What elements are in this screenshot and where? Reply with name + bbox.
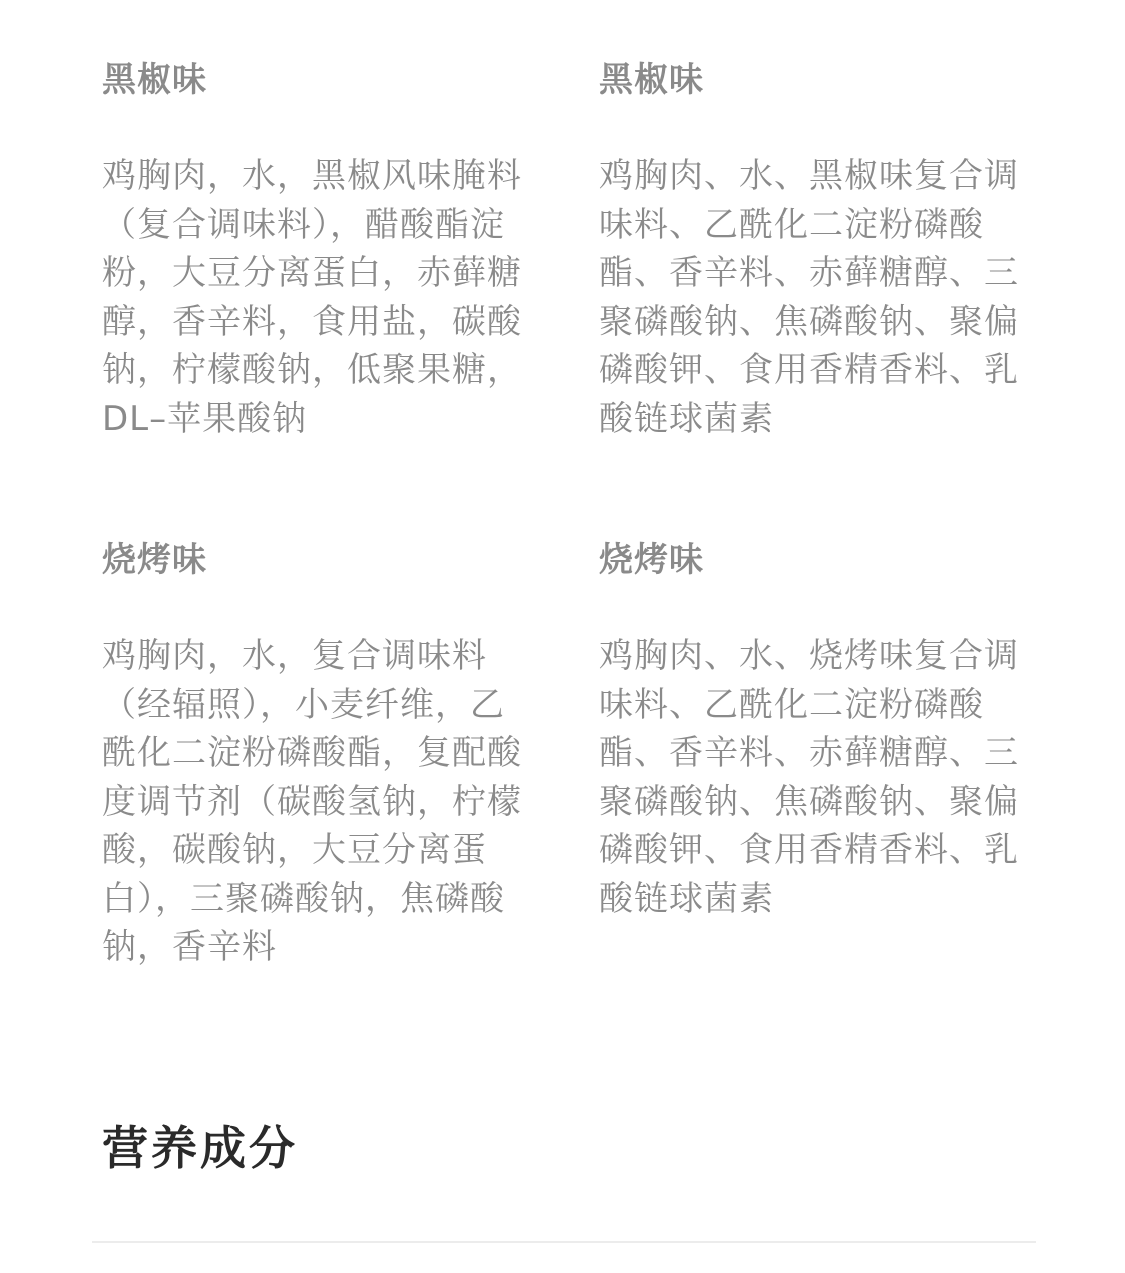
- ingredient-line: 白），三聚磷酸钠，焦磷酸: [102, 878, 505, 919]
- ingredient-line: 酸，碳酸钠，大豆分离蛋: [102, 830, 487, 870]
- ingredient-line: 鸡胸肉、水、黑椒味复合调: [599, 156, 1019, 196]
- ingredient-line: 酸链球菌素: [599, 878, 774, 919]
- section-divider: [92, 1241, 1036, 1243]
- nutrition-heading: 营养成分: [102, 1121, 298, 1175]
- flavor-title-black-pepper-right: 黑椒味: [599, 60, 704, 100]
- ingredients-bbq-left: [102, 632, 542, 972]
- ingredient-line: （经辐照），小麦纤维，乙: [102, 684, 505, 725]
- flavor-title-black-pepper-left: 黑椒味: [102, 60, 207, 100]
- ingredients-black-pepper-left: [102, 152, 542, 443]
- ingredient-line: 聚磷酸钠、焦磷酸钠、聚偏: [599, 301, 1019, 342]
- ingredient-line: DL–苹果酸钠: [102, 398, 308, 439]
- ingredients-black-pepper-right: [599, 152, 1039, 443]
- ingredient-line: （复合调味料），醋酸酯淀: [102, 204, 505, 245]
- ingredient-line: 酯、香辛料、赤藓糖醇、三: [599, 253, 1019, 293]
- ingredient-line: 酰化二淀粉磷酸酯，复配酸: [102, 733, 522, 773]
- ingredient-line: 酯、香辛料、赤藓糖醇、三: [599, 733, 1019, 773]
- ingredient-line: 钠，香辛料: [102, 927, 277, 967]
- ingredients-bbq-right: [599, 632, 1039, 923]
- ingredient-line: 磷酸钾、食用香精香料、乳: [599, 830, 1019, 870]
- ingredient-line: 鸡胸肉、水、烧烤味复合调: [599, 636, 1019, 676]
- ingredient-line: 聚磷酸钠、焦磷酸钠、聚偏: [599, 781, 1019, 822]
- ingredient-line: 味料、乙酰化二淀粉磷酸: [599, 684, 984, 725]
- ingredient-line: 鸡胸肉，水，复合调味料: [102, 636, 487, 676]
- ingredient-line: 醇，香辛料，食用盐，碳酸: [102, 301, 522, 342]
- ingredient-line: 味料、乙酰化二淀粉磷酸: [599, 204, 984, 245]
- flavor-title-bbq-left: 烧烤味: [102, 540, 207, 580]
- ingredient-line: 度调节剂（碳酸氢钠，柠檬: [102, 781, 522, 822]
- ingredient-line: 钠，柠檬酸钠，低聚果糖，: [102, 350, 522, 390]
- ingredient-line: 酸链球菌素: [599, 398, 774, 439]
- ingredient-line: 鸡胸肉，水，黑椒风味腌料: [102, 156, 522, 196]
- ingredient-line: 磷酸钾、食用香精香料、乳: [599, 350, 1019, 390]
- ingredient-line: 粉，大豆分离蛋白，赤藓糖: [102, 253, 522, 293]
- flavor-title-bbq-right: 烧烤味: [599, 540, 704, 580]
